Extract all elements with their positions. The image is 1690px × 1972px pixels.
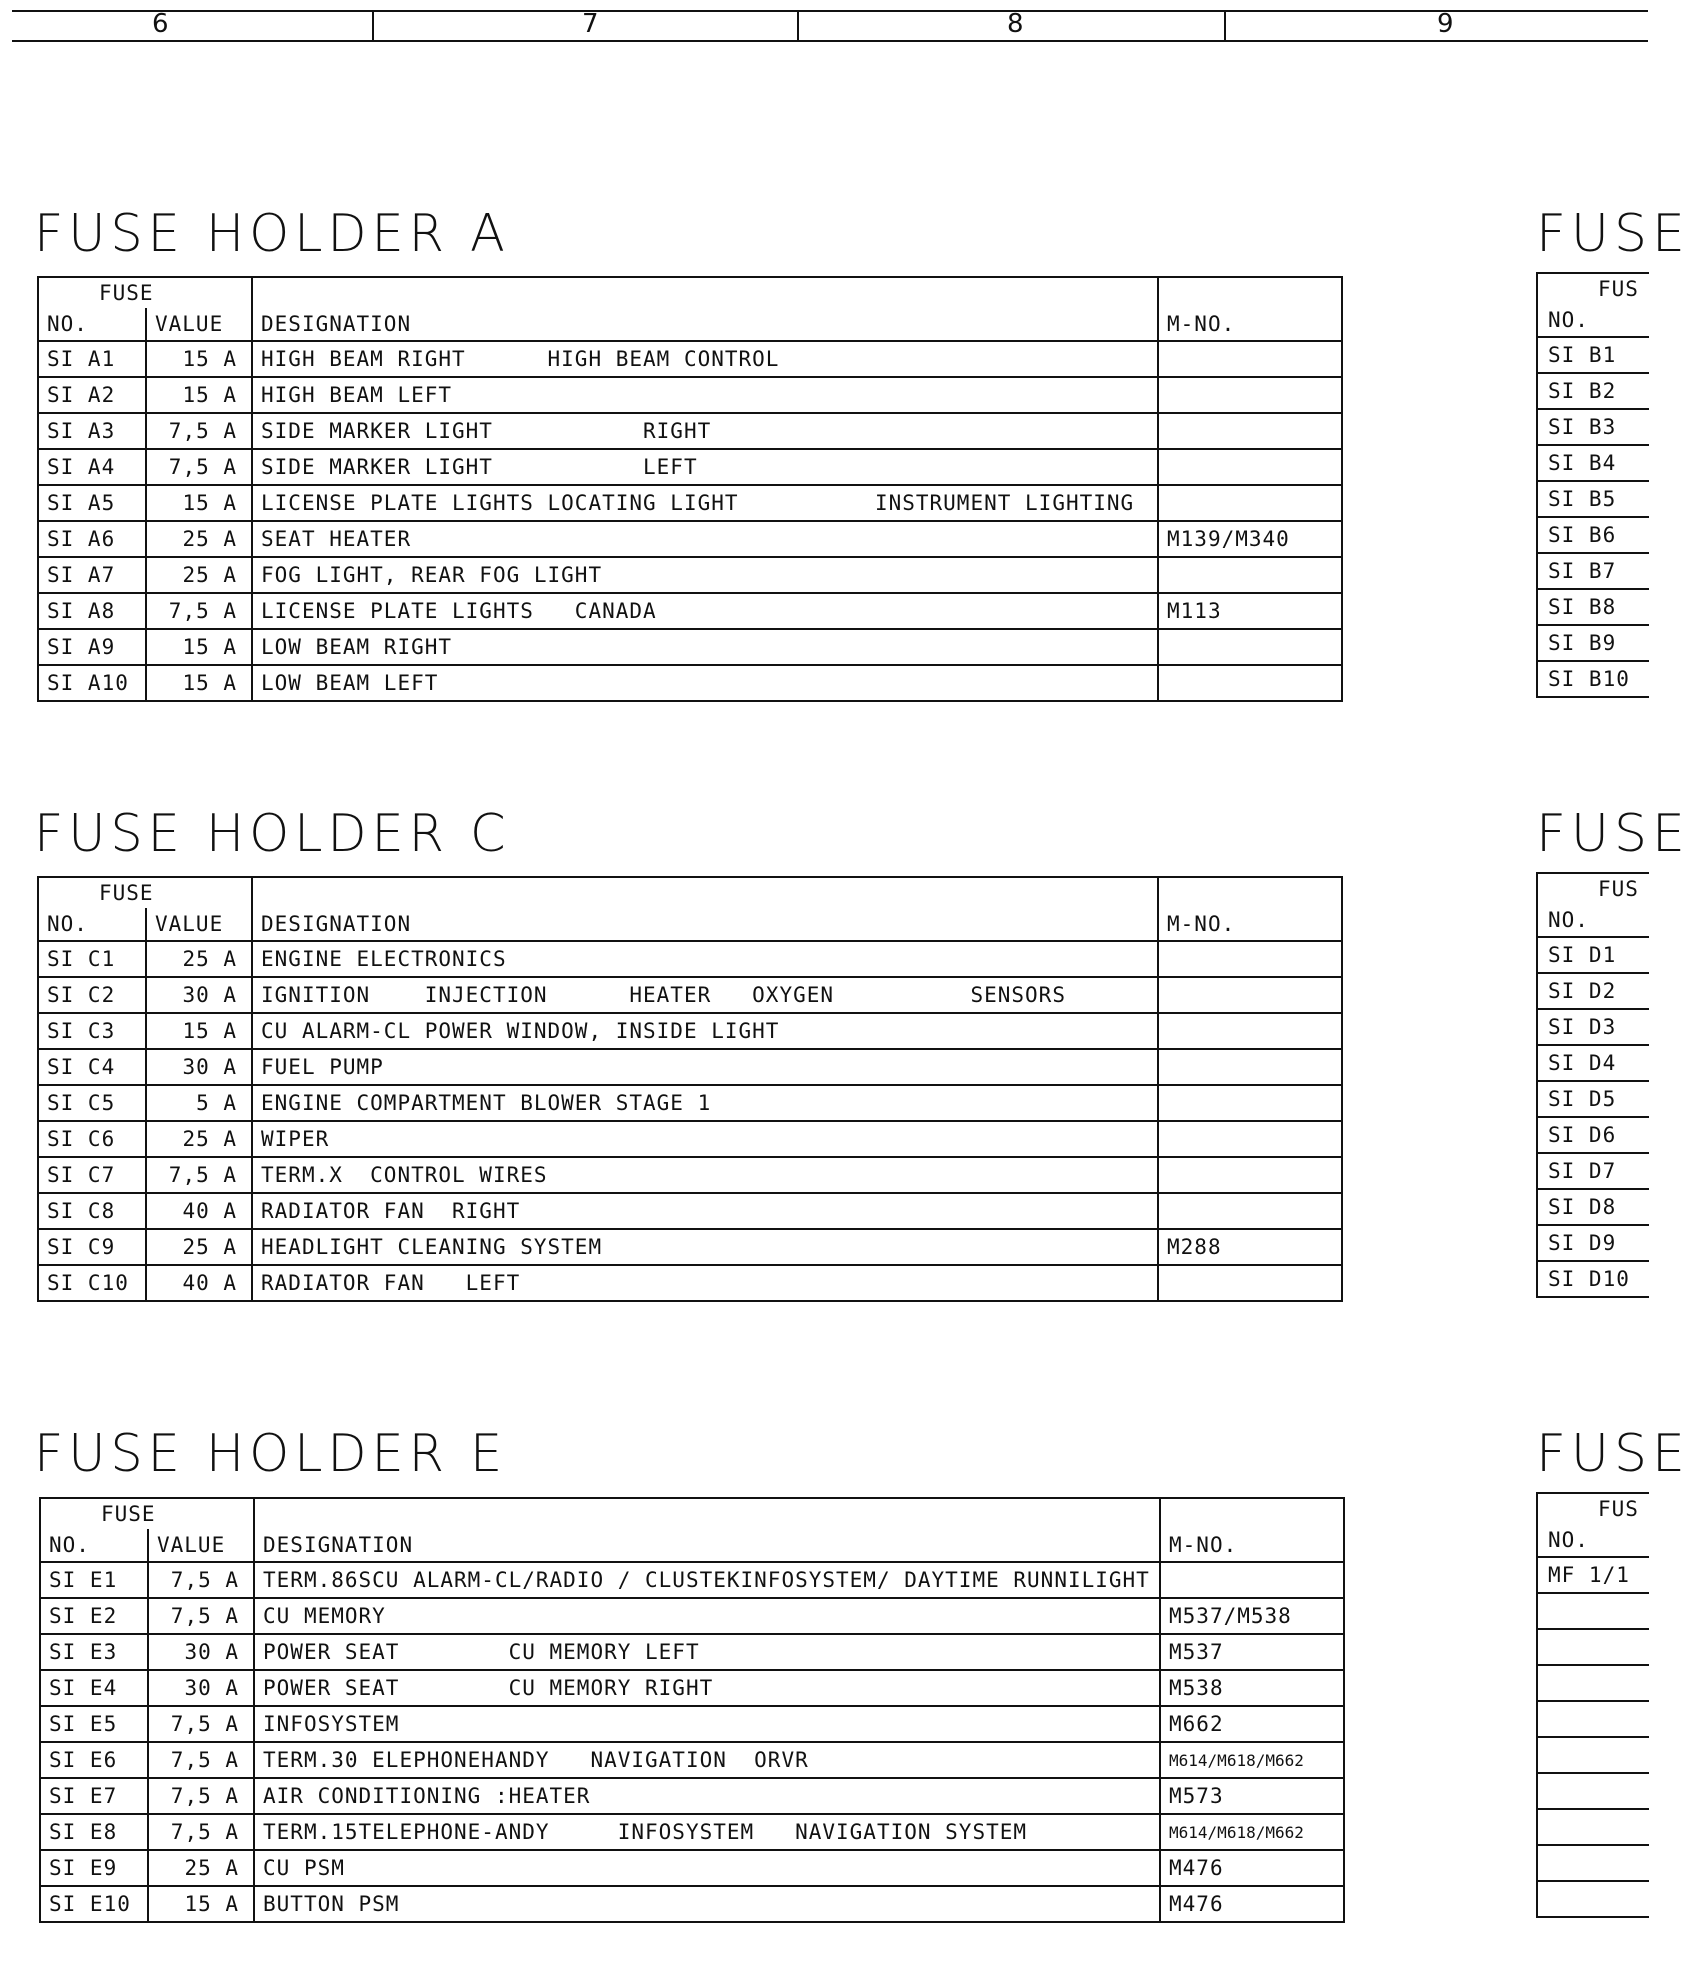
fuse-number: SI E3 xyxy=(40,1634,148,1670)
fuse-m-number: M614/M618/M662 xyxy=(1160,1814,1344,1850)
fuse-designation: TERM.X CONTROL WIRES xyxy=(252,1157,1158,1193)
table-row xyxy=(38,593,1342,629)
fuse-number: SI A6 xyxy=(38,521,146,557)
fuse-value: 25 A xyxy=(146,941,252,977)
table-row xyxy=(1537,1045,1649,1081)
fuse-designation: ENGINE ELECTRONICS xyxy=(252,941,1158,977)
table-row xyxy=(38,341,1342,377)
fuse-number: SI C1 xyxy=(38,941,146,977)
fuse-value: 7,5 A xyxy=(148,1598,254,1634)
fuse-value: 15 A xyxy=(146,665,252,701)
fuse-value: 25 A xyxy=(146,1121,252,1157)
fuse-designation: LICENSE PLATE LIGHTS CANADA xyxy=(252,593,1158,629)
fuse-group-header: FUS xyxy=(1537,873,1649,904)
table-row xyxy=(38,1193,1342,1229)
fuse-designation: WIPER xyxy=(252,1121,1158,1157)
table-row xyxy=(1537,1225,1649,1261)
fuse-holder-f-partial xyxy=(1536,1424,1690,1918)
column-header-no: NO. xyxy=(1537,904,1649,937)
fuse-m-number xyxy=(1158,941,1342,977)
column-header-value: VALUE xyxy=(146,308,252,341)
fuse-value: 30 A xyxy=(148,1670,254,1706)
fuse-holder-d-title: FUSE xyxy=(1536,804,1690,864)
fuse-group-header: FUS xyxy=(1537,1493,1649,1524)
table-row xyxy=(1537,1881,1649,1917)
table-row xyxy=(40,1598,1344,1634)
fuse-m-number: M614/M618/M662 xyxy=(1160,1742,1344,1778)
table-row xyxy=(38,557,1342,593)
fuse-group-header: FUSE xyxy=(38,877,252,908)
fuse-number: SI D9 xyxy=(1537,1225,1649,1261)
ruler-number: 9 xyxy=(1437,9,1454,39)
fuse-designation: HIGH BEAM RIGHT HIGH BEAM CONTROL xyxy=(252,341,1158,377)
header-spacer xyxy=(1158,277,1342,308)
column-header-designation: DESIGNATION xyxy=(252,908,1158,941)
fuse-designation: AIR CONDITIONING :HEATER xyxy=(254,1778,1160,1814)
table-row xyxy=(1537,337,1649,373)
fuse-m-number xyxy=(1158,413,1342,449)
table-row xyxy=(1537,445,1649,481)
fuse-number: SI E1 xyxy=(40,1562,148,1598)
fuse-value: 15 A xyxy=(146,341,252,377)
column-header-no: NO. xyxy=(40,1529,148,1562)
header-spacer xyxy=(252,877,1158,908)
table-row xyxy=(1537,1557,1649,1593)
fuse-value: 40 A xyxy=(146,1265,252,1301)
fuse-m-number xyxy=(1158,1049,1342,1085)
fuse-number: SI B7 xyxy=(1537,553,1649,589)
fuse-value: 15 A xyxy=(146,377,252,413)
fuse-designation: LOW BEAM RIGHT xyxy=(252,629,1158,665)
table-row xyxy=(40,1706,1344,1742)
column-header-value: VALUE xyxy=(148,1529,254,1562)
fuse-number: SI E4 xyxy=(40,1670,148,1706)
fuse-designation: HEADLIGHT CLEANING SYSTEM xyxy=(252,1229,1158,1265)
fuse-designation: INFOSYSTEM xyxy=(254,1706,1160,1742)
fuse-number: SI B3 xyxy=(1537,409,1649,445)
fuse-designation: SEAT HEATER xyxy=(252,521,1158,557)
fuse-number: MF 1/1 xyxy=(1537,1557,1649,1593)
fuse-number: SI A1 xyxy=(38,341,146,377)
ruler-divider xyxy=(1224,12,1226,40)
fuse-m-number: M139/M340 xyxy=(1158,521,1342,557)
fuse-designation: LOW BEAM LEFT xyxy=(252,665,1158,701)
fuse-m-number xyxy=(1158,1157,1342,1193)
fuse-m-number xyxy=(1158,665,1342,701)
header-spacer xyxy=(1160,1498,1344,1529)
table-row xyxy=(40,1562,1344,1598)
fuse-value: 15 A xyxy=(146,485,252,521)
fuse-m-number: M537 xyxy=(1160,1634,1344,1670)
fuse-number xyxy=(1537,1773,1649,1809)
fuse-value: 25 A xyxy=(146,557,252,593)
table-row xyxy=(1537,1701,1649,1737)
fuse-number: SI B4 xyxy=(1537,445,1649,481)
fuse-number: SI B5 xyxy=(1537,481,1649,517)
column-header-designation: DESIGNATION xyxy=(254,1529,1160,1562)
column-header-mno: M-NO. xyxy=(1158,908,1342,941)
table-row xyxy=(40,1778,1344,1814)
fuse-number xyxy=(1537,1845,1649,1881)
fuse-number: SI D7 xyxy=(1537,1153,1649,1189)
fuse-designation: RADIATOR FAN RIGHT xyxy=(252,1193,1158,1229)
fuse-m-number: M113 xyxy=(1158,593,1342,629)
fuse-m-number: M288 xyxy=(1158,1229,1342,1265)
fuse-value: 7,5 A xyxy=(148,1706,254,1742)
fuse-number: SI A2 xyxy=(38,377,146,413)
fuse-number: SI D4 xyxy=(1537,1045,1649,1081)
column-header-mno: M-NO. xyxy=(1158,308,1342,341)
fuse-m-number: M537/M538 xyxy=(1160,1598,1344,1634)
fuse-value: 7,5 A xyxy=(146,449,252,485)
fuse-designation: ENGINE COMPARTMENT BLOWER STAGE 1 xyxy=(252,1085,1158,1121)
fuse-number: SI B10 xyxy=(1537,661,1649,697)
fuse-value: 7,5 A xyxy=(148,1742,254,1778)
fuse-number: SI A5 xyxy=(38,485,146,521)
fuse-holder-a-title: FUSE HOLDER A xyxy=(34,204,510,264)
fuse-number: SI A7 xyxy=(38,557,146,593)
table-row xyxy=(38,449,1342,485)
fuse-value: 15 A xyxy=(146,629,252,665)
fuse-number: SI C2 xyxy=(38,977,146,1013)
table-row xyxy=(38,1229,1342,1265)
table-row xyxy=(38,941,1342,977)
fuse-m-number xyxy=(1158,1085,1342,1121)
fuse-value: 30 A xyxy=(146,977,252,1013)
fuse-value: 7,5 A xyxy=(148,1814,254,1850)
fuse-number xyxy=(1537,1593,1649,1629)
fuse-number xyxy=(1537,1701,1649,1737)
fuse-number: SI E7 xyxy=(40,1778,148,1814)
table-row xyxy=(40,1850,1344,1886)
fuse-number: SI A4 xyxy=(38,449,146,485)
fuse-value: 7,5 A xyxy=(148,1562,254,1598)
column-header-no: NO. xyxy=(38,308,146,341)
table-row xyxy=(1537,1117,1649,1153)
fuse-designation: FUEL PUMP xyxy=(252,1049,1158,1085)
table-row xyxy=(1537,1261,1649,1297)
fuse-number: SI D8 xyxy=(1537,1189,1649,1225)
column-header-no: NO. xyxy=(38,908,146,941)
table-row xyxy=(38,485,1342,521)
fuse-number: SI B2 xyxy=(1537,373,1649,409)
fuse-m-number: M662 xyxy=(1160,1706,1344,1742)
fuse-group-header: FUS xyxy=(1537,273,1649,304)
ruler-divider xyxy=(372,12,374,40)
fuse-designation: CU MEMORY xyxy=(254,1598,1160,1634)
fuse-number: SI A3 xyxy=(38,413,146,449)
fuse-value: 7,5 A xyxy=(146,413,252,449)
table-row xyxy=(1537,589,1649,625)
fuse-number: SI B8 xyxy=(1537,589,1649,625)
table-row xyxy=(1537,625,1649,661)
table-row xyxy=(40,1670,1344,1706)
fuse-designation: CU ALARM-CL POWER WINDOW, INSIDE LIGHT xyxy=(252,1013,1158,1049)
fuse-number: SI D5 xyxy=(1537,1081,1649,1117)
table-row xyxy=(38,1013,1342,1049)
column-ruler xyxy=(12,10,1648,42)
table-row xyxy=(1537,1773,1649,1809)
fuse-group-header: FUSE xyxy=(38,277,252,308)
fuse-value: 25 A xyxy=(146,1229,252,1265)
table-row xyxy=(1537,517,1649,553)
table-row xyxy=(38,1121,1342,1157)
fuse-designation: POWER SEAT CU MEMORY LEFT xyxy=(254,1634,1160,1670)
ruler-number: 6 xyxy=(152,9,169,39)
column-header-no: NO. xyxy=(1537,1524,1649,1557)
table-row xyxy=(40,1814,1344,1850)
table-row xyxy=(1537,1737,1649,1773)
header-spacer xyxy=(254,1498,1160,1529)
table-row xyxy=(40,1742,1344,1778)
fuse-designation: TERM.86SCU ALARM-CL/RADIO / CLUSTEKINFOSYSTEM/ DAYTIME RUNNILIGHT xyxy=(254,1562,1160,1598)
table-row xyxy=(1537,481,1649,517)
table-row xyxy=(38,1157,1342,1193)
fuse-value: 30 A xyxy=(148,1634,254,1670)
fuse-number: SI C7 xyxy=(38,1157,146,1193)
fuse-holder-d-table xyxy=(1536,872,1649,1298)
fuse-m-number xyxy=(1158,341,1342,377)
fuse-value: 7,5 A xyxy=(146,593,252,629)
fuse-designation: RADIATOR FAN LEFT xyxy=(252,1265,1158,1301)
fuse-value: 30 A xyxy=(146,1049,252,1085)
fuse-number: SI C4 xyxy=(38,1049,146,1085)
table-row xyxy=(1537,1629,1649,1665)
fuse-m-number xyxy=(1160,1562,1344,1598)
fuse-m-number xyxy=(1158,1265,1342,1301)
fuse-value: 25 A xyxy=(148,1850,254,1886)
fuse-number: SI E10 xyxy=(40,1886,148,1922)
fuse-designation: CU PSM xyxy=(254,1850,1160,1886)
table-row xyxy=(38,377,1342,413)
fuse-group-header: FUSE xyxy=(40,1498,254,1529)
fuse-holder-f-table xyxy=(1536,1492,1649,1918)
table-row xyxy=(38,1085,1342,1121)
fuse-number: SI A8 xyxy=(38,593,146,629)
fuse-number: SI D6 xyxy=(1537,1117,1649,1153)
fuse-number xyxy=(1537,1629,1649,1665)
fuse-holder-c-table xyxy=(37,876,1343,1302)
fuse-number: SI E2 xyxy=(40,1598,148,1634)
fuse-value: 15 A xyxy=(146,1013,252,1049)
table-row xyxy=(1537,409,1649,445)
fuse-number: SI E8 xyxy=(40,1814,148,1850)
table-row xyxy=(1537,373,1649,409)
header-spacer xyxy=(1158,877,1342,908)
fuse-number xyxy=(1537,1809,1649,1845)
fuse-m-number xyxy=(1158,449,1342,485)
fuse-value: 7,5 A xyxy=(148,1778,254,1814)
table-row xyxy=(40,1634,1344,1670)
fuse-number: SI C6 xyxy=(38,1121,146,1157)
fuse-value: 5 A xyxy=(146,1085,252,1121)
table-row xyxy=(1537,1189,1649,1225)
fuse-m-number xyxy=(1158,485,1342,521)
fuse-number: SI C9 xyxy=(38,1229,146,1265)
fuse-number: SI E6 xyxy=(40,1742,148,1778)
fuse-number: SI E9 xyxy=(40,1850,148,1886)
table-row xyxy=(1537,1665,1649,1701)
header-spacer xyxy=(252,277,1158,308)
fuse-m-number: M573 xyxy=(1160,1778,1344,1814)
fuse-holder-f-title: FUSE xyxy=(1536,1424,1690,1484)
fuse-holder-c-title: FUSE HOLDER C xyxy=(34,804,511,864)
fuse-value: 25 A xyxy=(146,521,252,557)
fuse-designation: SIDE MARKER LIGHT RIGHT xyxy=(252,413,1158,449)
table-row xyxy=(1537,973,1649,1009)
column-header-value: VALUE xyxy=(146,908,252,941)
fuse-m-number: M476 xyxy=(1160,1850,1344,1886)
fuse-holder-d-partial xyxy=(1536,804,1690,1298)
fuse-m-number xyxy=(1158,1013,1342,1049)
fuse-number: SI C8 xyxy=(38,1193,146,1229)
table-row xyxy=(38,977,1342,1013)
table-row xyxy=(38,665,1342,701)
fuse-m-number xyxy=(1158,557,1342,593)
fuse-holder-e-table xyxy=(39,1497,1345,1923)
ruler-divider xyxy=(797,12,799,40)
column-header-designation: DESIGNATION xyxy=(252,308,1158,341)
fuse-designation: IGNITION INJECTION HEATER OXYGEN SENSORS xyxy=(252,977,1158,1013)
table-row xyxy=(1537,1845,1649,1881)
ruler-number: 8 xyxy=(1007,9,1024,39)
fuse-number: SI D1 xyxy=(1537,937,1649,973)
table-row xyxy=(1537,1081,1649,1117)
fuse-number: SI A10 xyxy=(38,665,146,701)
ruler-number: 7 xyxy=(582,9,599,39)
fuse-number: SI A9 xyxy=(38,629,146,665)
fuse-number: SI C5 xyxy=(38,1085,146,1121)
fuse-value: 15 A xyxy=(148,1886,254,1922)
fuse-designation: HIGH BEAM LEFT xyxy=(252,377,1158,413)
table-row xyxy=(40,1886,1344,1922)
fuse-holder-a-table xyxy=(37,276,1343,702)
fuse-value: 7,5 A xyxy=(146,1157,252,1193)
fuse-number: SI C3 xyxy=(38,1013,146,1049)
table-row xyxy=(38,521,1342,557)
fuse-designation: FOG LIGHT, REAR FOG LIGHT xyxy=(252,557,1158,593)
column-header-no: NO. xyxy=(1537,304,1649,337)
fuse-m-number xyxy=(1158,1121,1342,1157)
fuse-value: 40 A xyxy=(146,1193,252,1229)
fuse-number: SI B9 xyxy=(1537,625,1649,661)
fuse-holder-b-partial xyxy=(1536,204,1690,698)
table-row xyxy=(1537,553,1649,589)
fuse-number: SI D10 xyxy=(1537,1261,1649,1297)
fuse-number: SI D3 xyxy=(1537,1009,1649,1045)
fuse-number xyxy=(1537,1881,1649,1917)
fuse-number: SI E5 xyxy=(40,1706,148,1742)
fuse-designation: BUTTON PSM xyxy=(254,1886,1160,1922)
table-row xyxy=(1537,661,1649,697)
fuse-holder-b-title: FUSE xyxy=(1536,204,1690,264)
table-row xyxy=(38,413,1342,449)
table-row xyxy=(1537,1153,1649,1189)
fuse-designation: SIDE MARKER LIGHT LEFT xyxy=(252,449,1158,485)
table-row xyxy=(1537,1809,1649,1845)
table-row xyxy=(1537,937,1649,973)
fuse-m-number xyxy=(1158,377,1342,413)
table-row xyxy=(38,1049,1342,1085)
fuse-m-number xyxy=(1158,629,1342,665)
table-row xyxy=(38,629,1342,665)
fuse-number xyxy=(1537,1665,1649,1701)
fuse-holder-b-table xyxy=(1536,272,1649,698)
table-row xyxy=(1537,1009,1649,1045)
fuse-m-number xyxy=(1158,977,1342,1013)
fuse-number: SI C10 xyxy=(38,1265,146,1301)
fuse-m-number: M476 xyxy=(1160,1886,1344,1922)
fuse-number xyxy=(1537,1737,1649,1773)
fuse-number: SI B1 xyxy=(1537,337,1649,373)
fuse-number: SI B6 xyxy=(1537,517,1649,553)
fuse-m-number: M538 xyxy=(1160,1670,1344,1706)
fuse-designation: TERM.15TELEPHONE-ANDY INFOSYSTEM NAVIGATION SYSTEM xyxy=(254,1814,1160,1850)
fuse-number: SI D2 xyxy=(1537,973,1649,1009)
column-header-mno: M-NO. xyxy=(1160,1529,1344,1562)
fuse-designation: LICENSE PLATE LIGHTS LOCATING LIGHT INSTRUMENT LIGHTING xyxy=(252,485,1158,521)
fuse-holder-e-title: FUSE HOLDER E xyxy=(34,1424,508,1484)
fuse-m-number xyxy=(1158,1193,1342,1229)
fuse-designation: POWER SEAT CU MEMORY RIGHT xyxy=(254,1670,1160,1706)
fuse-designation: TERM.30 ELEPHONEHANDY NAVIGATION ORVR xyxy=(254,1742,1160,1778)
table-row xyxy=(38,1265,1342,1301)
table-row xyxy=(1537,1593,1649,1629)
